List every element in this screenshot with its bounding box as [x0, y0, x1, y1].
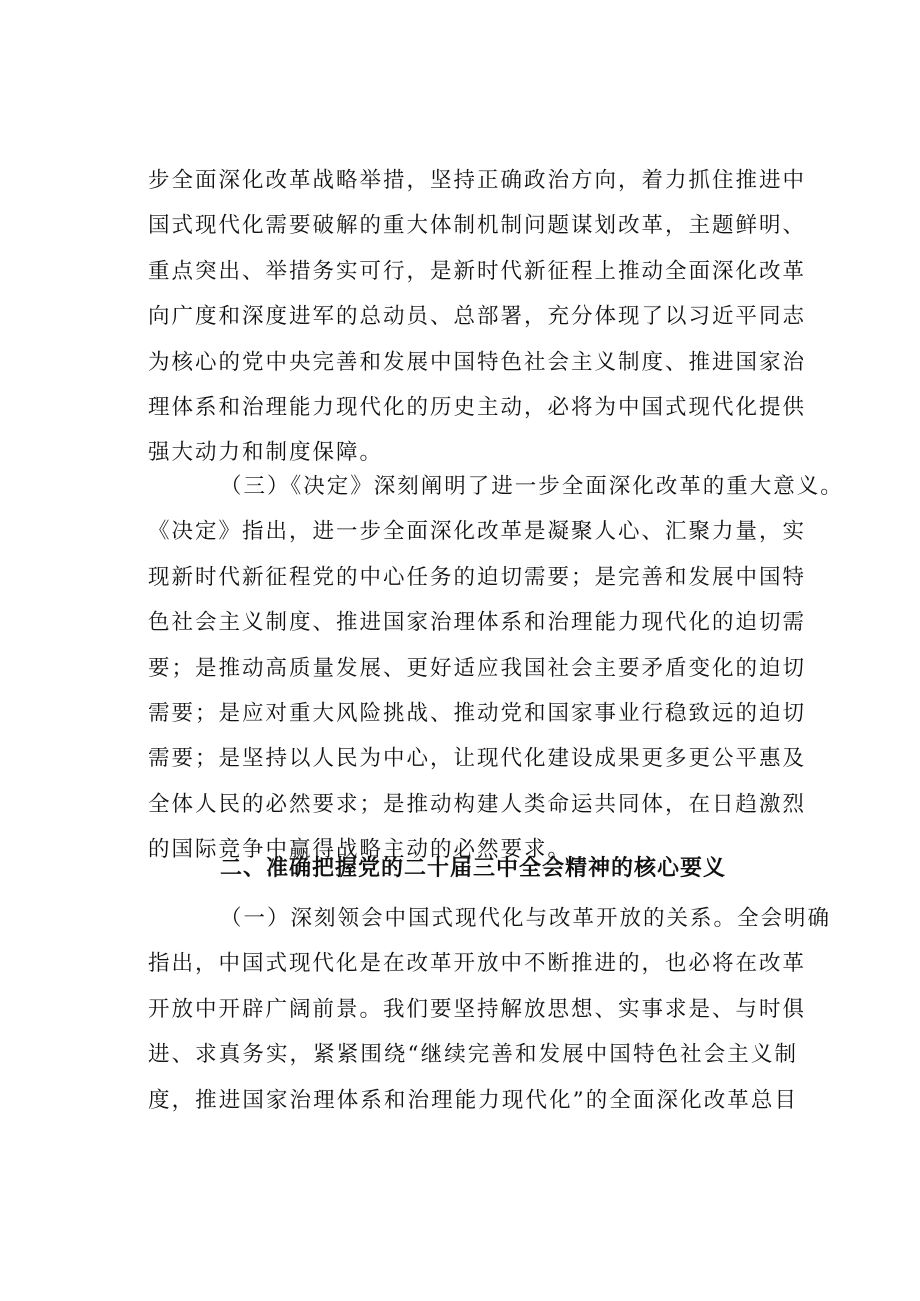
text-line: 全体人民的必然要求；是推动构建人类命运共同体，在日趋激烈 [148, 791, 807, 817]
text-line: 为核心的党中央完善和发展中国特色社会主义制度、推进国家治 [148, 349, 807, 375]
text-line: 进、求真务实，紧紧围绕“继续完善和发展中国特色社会主义制 [148, 1042, 798, 1068]
text-line: 重点突出、举措务实可行，是新时代新征程上推动全面深化改革 [148, 258, 807, 284]
text-line: 度，推进国家治理体系和治理能力现代化”的全面深化改革总目 [148, 1087, 798, 1113]
text-line: 步全面深化改革战略举措，坚持正确政治方向，着力抓住推进中 [148, 168, 807, 193]
text-line: 需要；是坚持以人民为中心，让现代化建设成果更多更公平惠及 [148, 746, 807, 772]
text-line: 色社会主义制度、推进国家治理体系和治理能力现代化的迫切需 [148, 610, 807, 636]
text-line: 《决定》指出，进一步全面深化改革是凝聚人心、汇聚力量，实 [148, 519, 807, 545]
text-line: 要；是推动高质量发展、更好适应我国社会主要矛盾变化的迫切 [148, 655, 807, 681]
text-line: （一）深刻领会中国式现代化与改革开放的关系。全会明确 [220, 906, 832, 931]
text-line: 强大动力和制度保障。 [148, 440, 384, 466]
text-line: 理体系和治理能力现代化的历史主动，必将为中国式现代化提供 [148, 394, 807, 420]
text-line: 向广度和深度进军的总动员、总部署，充分体现了以习近平同志 [148, 304, 807, 330]
text-line: 现新时代新征程党的中心任务的迫切需要；是完善和发展中国特 [148, 564, 807, 590]
paragraph-significance [148, 464, 844, 873]
text-line: 的国际竞争中赢得战略主动的必然要求。 [148, 837, 572, 863]
section-heading: 二、准确把握党的二十届三中全会精神的核心要义 [220, 856, 727, 881]
text-line: 需要；是应对重大风险挑战、推动党和国家事业行稳致远的迫切 [148, 700, 807, 726]
text-line: 国式现代化需要破解的重大体制机制问题谋划改革，主题鲜明、 [148, 213, 807, 239]
text-line: 开放中开辟广阔前景。我们要坚持解放思想、实事求是、与时俱 [148, 996, 807, 1022]
text-line: （三）《决定》深刻阐明了进一步全面深化改革的重大意义。 [220, 474, 844, 499]
paragraph-continuation [148, 158, 807, 476]
text-line: 指出，中国式现代化是在改革开放中不断推进的，也必将在改革 [148, 951, 807, 977]
paragraph-modernization [148, 896, 832, 1123]
